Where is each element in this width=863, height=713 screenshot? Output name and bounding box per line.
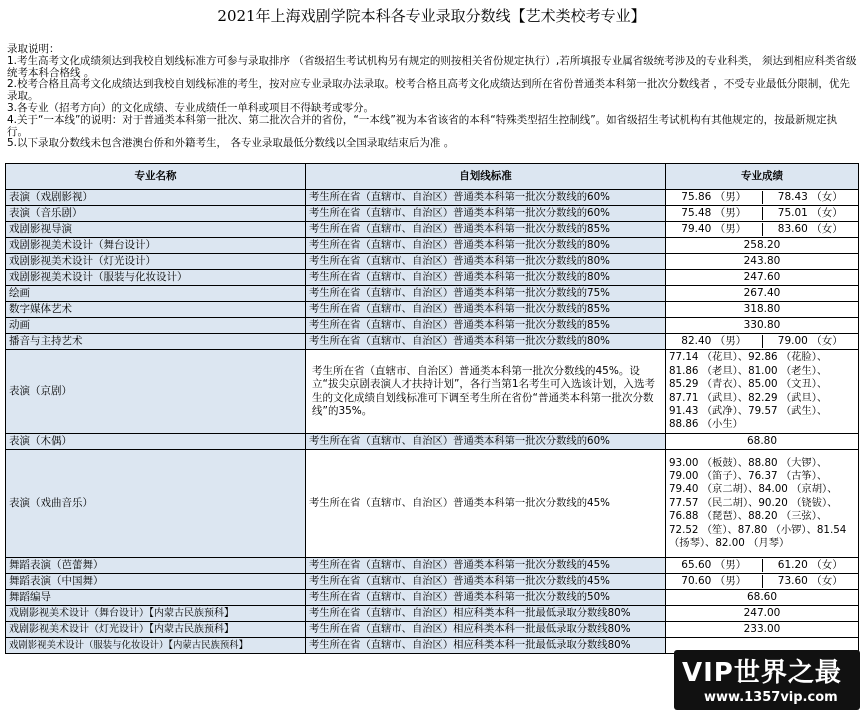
table-row [6, 286, 859, 302]
header-standard: 自划线标准 [306, 164, 666, 190]
table-header-row [6, 164, 859, 190]
table-row [6, 238, 859, 254]
score-female: 83.60 （女） [777, 222, 843, 235]
admission-notes [7, 44, 857, 150]
score-cell [666, 334, 859, 350]
major-name: 表演（戏曲音乐） [6, 450, 306, 558]
table-row [6, 450, 859, 558]
major-name: 戏剧影视美术设计（服装与化妆设计） [6, 270, 306, 286]
major-name: 数字媒体艺术 [6, 302, 306, 318]
table-row [6, 206, 859, 222]
cutoff-standard: 考生所在省（直辖市、自治区）普通类本科第一批次分数线的45%。设立“拔尖京剧表演人才扶持计划”，各行当第1名考生可入选该计划，入选考生的文化成绩自划线标准可下调至考生所在省份“普通类本科第一批次分数线”的35%。 [306, 350, 666, 434]
score-male: 70.60 （男） [666, 575, 763, 588]
major-name: 戏剧影视美术设计（灯光设计）【内蒙古民族预科】 [6, 622, 306, 638]
table-row [6, 622, 859, 638]
major-name: 表演（木偶） [6, 434, 306, 450]
table-row [6, 558, 859, 574]
watermark-title: VIP世界之最 [682, 658, 842, 688]
score-cell: 267.40 [666, 286, 859, 302]
cutoff-standard: 考生所在省（直辖市、自治区）普通类本科第一批次分数线的85% [306, 318, 666, 334]
cutoff-standard: 考生所在省（直辖市、自治区）相应科类本科一批最低录取分数线80% [306, 606, 666, 622]
score-cell: 77.14 （花旦）、92.86 （花脸）、81.86 （老旦）、81.00 （老生）、85.29 （青衣）、85.00 （文丑）、87.71 （武旦）、82.29 （武旦）、91.43 （武净）、79.57 （武生）、88.86 （小生） [666, 350, 859, 434]
major-name: 绘画 [6, 286, 306, 302]
major-name: 戏剧影视美术设计（舞台设计）【内蒙古民族预科】 [6, 606, 306, 622]
score-female: 78.43 （女） [777, 190, 843, 203]
cutoff-standard: 考生所在省（直辖市、自治区）普通类本科第一批次分数线的80% [306, 334, 666, 350]
score-female: 61.20 （女） [777, 558, 843, 571]
score-cell: 247.00 [666, 606, 859, 622]
score-female: 73.60 （女） [777, 574, 843, 587]
cutoff-standard: 考生所在省（直辖市、自治区）普通类本科第一批次分数线的85% [306, 302, 666, 318]
score-male: 79.40 （男） [666, 223, 763, 236]
major-name: 舞蹈表演（中国舞） [6, 574, 306, 590]
watermark-logo [674, 650, 860, 710]
cutoff-standard: 考生所在省（直辖市、自治区）普通类本科第一批次分数线的85% [306, 222, 666, 238]
major-name: 戏剧影视美术设计（舞台设计） [6, 238, 306, 254]
score-male: 65.60 （男） [666, 559, 763, 572]
note-item-3: 3.各专业（招考方向）的文化成绩、专业成绩任一单科或项目不得缺考或零分。 [7, 101, 375, 114]
cutoff-standard: 考生所在省（直辖市、自治区）普通类本科第一批次分数线的60% [306, 206, 666, 222]
table-row [6, 270, 859, 286]
cutoff-standard: 考生所在省（直辖市、自治区）普通类本科第一批次分数线的80% [306, 254, 666, 270]
score-male: 75.86 （男） [666, 191, 763, 204]
score-male: 82.40 （男） [666, 335, 763, 348]
table-row [6, 318, 859, 334]
cutoff-standard: 考生所在省（直辖市、自治区）普通类本科第一批次分数线的45% [306, 558, 666, 574]
note-item-5: 5.以下录取分数线未包含港澳台侨和外籍考生， 各专业录取最低分数线以全国录取结束后为准 。 [7, 137, 455, 150]
cutoff-standard: 考生所在省（直辖市、自治区）相应科类本科一批最低录取分数线80% [306, 638, 666, 654]
score-cell [666, 206, 859, 222]
score-cell: 247.60 [666, 270, 859, 286]
cutoff-standard: 考生所在省（直辖市、自治区）普通类本科第一批次分数线的60% [306, 434, 666, 450]
score-cell: 258.20 [666, 238, 859, 254]
major-name: 戏剧影视导演 [6, 222, 306, 238]
table-row [6, 334, 859, 350]
table-row [6, 350, 859, 434]
note-item-2: 2.校考合格且高考文化成绩达到我校自划线标准的考生，按对应专业录取办法录取。校考合格且高考文化成绩达到所在省份普通类本科第一批次分数线者 ，不受专业最低分限制，优先录取。 [7, 78, 850, 103]
score-male: 75.48 （男） [666, 207, 763, 220]
watermark-url: www.1357vip.com [704, 690, 838, 705]
major-name: 播音与主持艺术 [6, 334, 306, 350]
cutoff-standard: 考生所在省（直辖市、自治区）普通类本科第一批次分数线的60% [306, 190, 666, 206]
major-name: 表演（戏剧影视） [6, 190, 306, 206]
major-name: 舞蹈编导 [6, 590, 306, 606]
major-name: 表演（音乐剧） [6, 206, 306, 222]
page-title: 2021年上海戏剧学院本科各专业录取分数线【艺术类校考专业】 [217, 7, 646, 25]
note-item-4: 4.关于“一本线”的说明：对于普通类本科第一批次、第二批次合并的省份，“一本线”视为本省该省的本科“特殊类型招生控制线”。如省级招生考试机构有其他规定的，按最新规定执行。 [7, 113, 838, 138]
table-row [6, 254, 859, 270]
score-cell: 330.80 [666, 318, 859, 334]
cutoff-standard: 考生所在省（直辖市、自治区）普通类本科第一批次分数线的50% [306, 590, 666, 606]
major-name: 舞蹈表演（芭蕾舞） [6, 558, 306, 574]
cutoff-standard: 考生所在省（直辖市、自治区）普通类本科第一批次分数线的80% [306, 270, 666, 286]
score-female: 75.01 （女） [777, 206, 843, 219]
major-name: 表演（京剧） [6, 350, 306, 434]
score-cell: 68.80 [666, 434, 859, 450]
score-cell [666, 558, 859, 574]
score-cell: 233.00 [666, 622, 859, 638]
score-cell: 318.80 [666, 302, 859, 318]
score-cell: 68.60 [666, 590, 859, 606]
cutoff-standard: 考生所在省（直辖市、自治区）普通类本科第一批次分数线的80% [306, 238, 666, 254]
cutoff-standard: 考生所在省（直辖市、自治区）相应科类本科一批最低录取分数线80% [306, 622, 666, 638]
cutoff-standard: 考生所在省（直辖市、自治区）普通类本科第一批次分数线的75% [306, 286, 666, 302]
score-cell: 243.80 [666, 254, 859, 270]
table-row [6, 606, 859, 622]
header-major: 专业名称 [6, 164, 306, 190]
major-name: 戏剧影视美术设计（服装与化妆设计）【内蒙古民族预科】 [6, 638, 306, 654]
table-row [6, 590, 859, 606]
header-score: 专业成绩 [666, 164, 859, 190]
cutoff-standard: 考生所在省（直辖市、自治区）普通类本科第一批次分数线的45% [306, 450, 666, 558]
table-row [6, 434, 859, 450]
major-name: 戏剧影视美术设计（灯光设计） [6, 254, 306, 270]
table-row [6, 574, 859, 590]
table-row [6, 222, 859, 238]
table-row [6, 190, 859, 206]
note-item-1: 1.考生高考文化成绩须达到我校自划线标准方可参与录取排序 （省级招生考试机构另有规定的则按相关省份规定执行）,若所填报专业属省级统考涉及的专业科类， 须达到相应科类省级统考本科合格线 。 [7, 54, 857, 79]
score-cell [666, 190, 859, 206]
score-table [5, 163, 859, 654]
major-name: 动画 [6, 318, 306, 334]
score-cell [666, 574, 859, 590]
cutoff-standard: 考生所在省（直辖市、自治区）普通类本科第一批次分数线的45% [306, 574, 666, 590]
score-female: 79.00 （女） [777, 334, 843, 347]
notes-heading: 录取说明： [7, 43, 60, 55]
score-cell: 93.00 （板鼓）、88.80 （大锣）、79.00 （笛子）、76.37 （古筝）、79.40 （京二胡）、84.00 （京胡）、77.57 （民二胡）、90.20 （铙钹）、76.88 （琵琶）、88.20 （三弦）、72.52 （笙）、87.80 （小锣）、81.54 （扬琴）、82.00 （月琴） [666, 450, 859, 558]
score-cell [666, 222, 859, 238]
table-row [6, 302, 859, 318]
